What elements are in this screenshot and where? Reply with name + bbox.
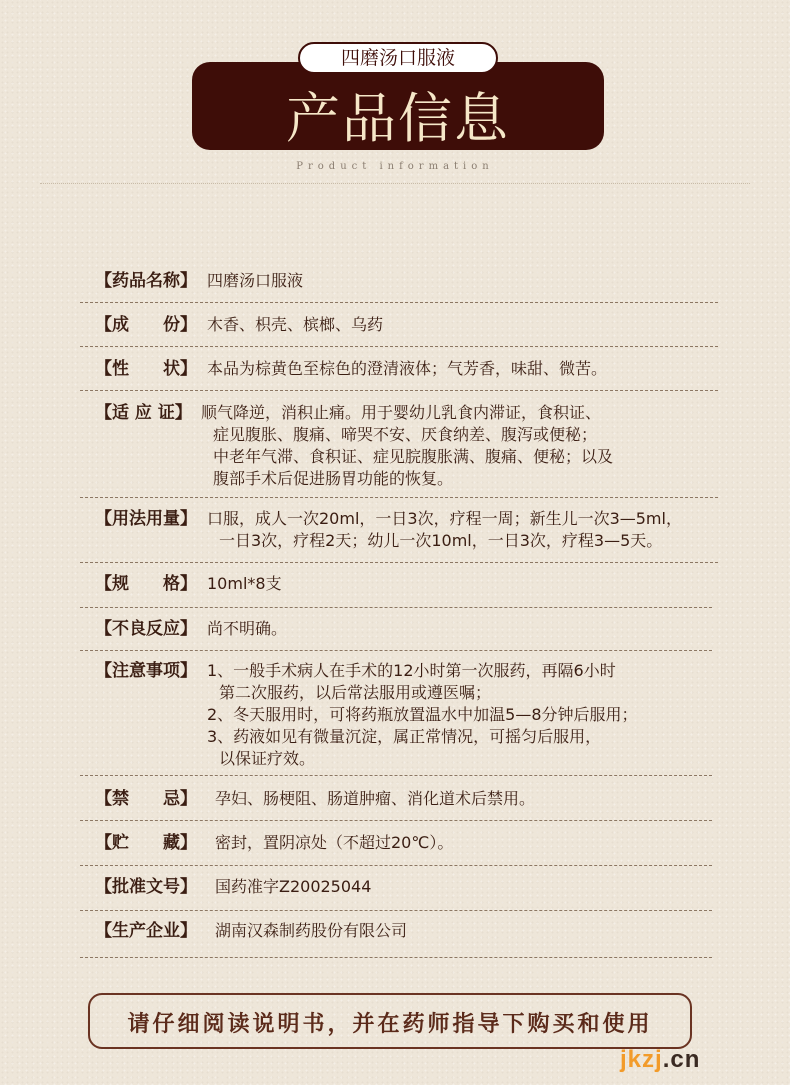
info-row-value-line: 四磨汤口服液 bbox=[207, 271, 304, 290]
info-row-value-line: 湖南汉森制药股份有限公司 bbox=[215, 921, 408, 940]
info-row-value-line: 2、冬天服用时，可将药瓶放置温水中加温5—8分钟后服用； bbox=[207, 705, 638, 724]
info-row-value-line: 顺气降逆，消积止痛。用于婴幼儿乳食内滞证，食积证、 bbox=[201, 403, 602, 422]
info-row-label: 【注意事项】 bbox=[95, 661, 197, 681]
info-row-value bbox=[215, 920, 407, 942]
info-row-label: 【贮 藏】 bbox=[95, 833, 197, 853]
product-name-tag: 四磨汤口服液 bbox=[298, 42, 498, 74]
watermark-suffix: .cn bbox=[662, 1046, 701, 1073]
info-row-value-line: 症见腹胀、腹痛、啼哭不安、厌食纳差、腹泻或便秘； bbox=[213, 425, 598, 444]
info-row-value-line: 国药准字Z20025044 bbox=[215, 877, 372, 896]
info-row-value bbox=[207, 358, 607, 380]
row-divider bbox=[80, 650, 712, 651]
info-row-label: 【禁 忌】 bbox=[95, 789, 197, 809]
info-row-value-line: 密封，置阴凉处（不超过20℃）。 bbox=[215, 833, 454, 852]
info-row-label: 【生产企业】 bbox=[95, 921, 197, 941]
info-row-value-line: 孕妇、肠梗阻、肠道肿瘤、消化道术后禁用。 bbox=[215, 789, 536, 808]
row-divider bbox=[80, 302, 718, 303]
info-row-value bbox=[201, 402, 613, 490]
info-row-value-line: 腹部手术后促进肠胃功能的恢复。 bbox=[213, 469, 454, 488]
notice-box bbox=[88, 993, 692, 1049]
info-row-label: 【适 应 证】 bbox=[95, 403, 192, 423]
info-row-label: 【性 状】 bbox=[95, 359, 197, 379]
page-title: 产品信息 bbox=[286, 87, 510, 150]
row-divider bbox=[80, 390, 718, 391]
row-divider bbox=[80, 346, 718, 347]
info-row-value bbox=[207, 618, 287, 640]
info-row-value bbox=[215, 832, 453, 854]
info-row-value bbox=[215, 876, 371, 898]
row-divider bbox=[80, 497, 718, 498]
info-row-label: 【成 份】 bbox=[95, 315, 197, 335]
watermark-main: jkzj bbox=[620, 1046, 663, 1073]
info-row-value bbox=[207, 660, 638, 770]
info-row-value bbox=[215, 788, 535, 810]
info-row-label: 【药品名称】 bbox=[95, 271, 197, 291]
info-row-value-line: 第二次服药，以后常法服用或遵医嘱； bbox=[219, 683, 492, 702]
page-subtitle: Product information bbox=[296, 161, 494, 172]
site-watermark bbox=[620, 1046, 700, 1074]
info-row-value bbox=[207, 314, 383, 336]
info-row-label: 【不良反应】 bbox=[95, 619, 197, 639]
info-row-label: 【批准文号】 bbox=[95, 877, 197, 897]
info-row-value-line: 本品为棕黄色至棕色的澄清液体；气芳香，味甜、微苦。 bbox=[207, 359, 608, 378]
info-row-value-line: 口服，成人一次20ml，一日3次，疗程一周；新生儿一次3—5ml， bbox=[207, 509, 682, 528]
info-row-value bbox=[207, 508, 682, 552]
info-row-value-line: 中老年气滞、食积证、症见脘腹胀满、腹痛、便秘；以及 bbox=[213, 447, 614, 466]
row-divider bbox=[80, 820, 712, 821]
header-decoration-line bbox=[40, 183, 750, 186]
info-row-value-line: 以保证疗效。 bbox=[219, 749, 316, 768]
info-row-label: 【规 格】 bbox=[95, 574, 197, 594]
title-banner bbox=[192, 62, 604, 150]
info-row-value-line: 1、一般手术病人在手术的12小时第一次服药，再隔6小时 bbox=[207, 661, 616, 680]
row-divider bbox=[80, 562, 718, 563]
info-row-value-line: 10ml*8支 bbox=[207, 574, 282, 593]
row-divider bbox=[80, 775, 712, 776]
info-row-value-line: 3、药液如见有微量沉淀，属正常情况，可摇匀后服用， bbox=[207, 727, 602, 746]
row-divider bbox=[80, 865, 712, 866]
row-divider bbox=[80, 910, 712, 911]
notice-text: 请仔细阅读说明书，并在药师指导下购买和使用 bbox=[127, 1011, 653, 1037]
row-divider bbox=[80, 607, 712, 608]
info-row-value bbox=[207, 573, 282, 595]
info-row-value-line: 尚不明确。 bbox=[207, 619, 288, 638]
info-row-label: 【用法用量】 bbox=[95, 509, 197, 529]
row-divider bbox=[80, 957, 712, 958]
info-row-value-line: 一日3次，疗程2天；幼儿一次10ml，一日3次，疗程3—5天。 bbox=[219, 531, 663, 550]
info-row-value bbox=[207, 270, 303, 292]
info-row-value-line: 木香、枳壳、槟榔、乌药 bbox=[207, 315, 384, 334]
